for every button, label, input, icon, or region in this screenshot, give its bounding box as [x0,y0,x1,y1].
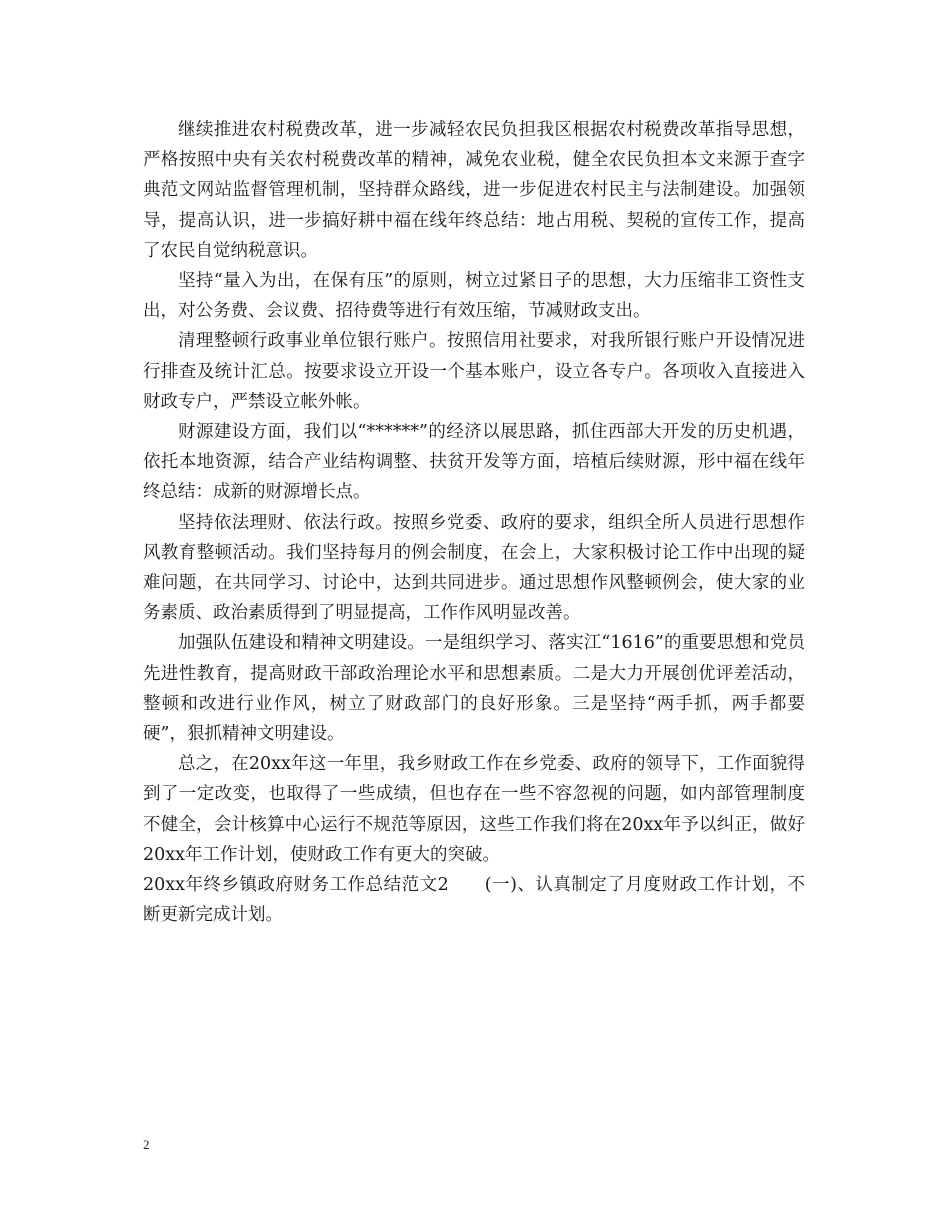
section-heading-line [143,870,805,930]
document-body [143,115,805,930]
section-lead: (一)、认真制定了月度财政工作计划，不断更新完成计划。 [143,875,805,926]
paragraph-expenditure-control: 坚持“量入为出，在保有压”的原则，树立过紧日子的思想，大力压缩非工资性支出，对公务费、会议费、招待费等进行有效压缩，节减财政支出。 [143,271,805,322]
section-title: 20xx年终乡镇政府财务工作总结范文2 [143,875,449,896]
page-number: 2 [143,1137,150,1152]
paragraph-bank-accounts: 清理整顿行政事业单位银行账户。按照信用社要求，对我所银行账户开设情况进行排查及统计汇总。按要求设立开设一个基本账户，设立各专户。各项收入直接进入财政专户，严禁设立帐外帐。 [143,331,805,412]
paragraph-team-building: 加强队伍建设和精神文明建设。一是组织学习、落实江“1616”的重要思想和党员先进性教育，提高财政干部政治理论水平和思想素质。二是大力开展创优评差活动，整顿和改进行业作风，树立了财政部门的良好形象。三是坚持“两手抓，两手都要硬”，狠抓精神文明建设。 [143,633,805,745]
paragraph-summary: 总之，在20xx年这一年里，我乡财政工作在乡党委、政府的领导下，工作面貌得到了一定改变，也取得了一些成绩，但也存在一些不容忽视的问题，如内部管理制度不健全，会计核算中心运行不规范等原因，这些工作我们将在20xx年予以纠正，做好20xx年工作计划，使财政工作有更大的突破。 [143,754,805,865]
paragraph-lawful-finance: 坚持依法理财、依法行政。按照乡党委、政府的要求，组织全所人员进行思想作风教育整顿活动。我们坚持每月的例会制度，在会上，大家积极讨论工作中出现的疑难问题，在共同学习、讨论中，达到共同进步。通过思想作风整顿例会，使大家的业务素质、政治素质得到了明显提高，工作作风明显改善。 [143,512,805,624]
paragraph-tax-reform: 继续推进农村税费改革，进一步减轻农民负担我区根据农村税费改革指导思想，严格按照中央有关农村税费改革的精神，减免农业税，健全农民负担本文来源于查字典范文网站监督管理机制，坚持群众路线，进一步促进农村民主与法制建设。加强领导，提高认识，进一步搞好耕中福在线年终总结：地占用税、契税的宣传工作，提高了农民自觉纳税意识。 [143,120,805,261]
paragraph-revenue-building: 财源建设方面，我们以“******”的经济以展思路，抓住西部大开发的历史机遇，依托本地资源，结合产业结构调整、扶贫开发等方面，培植后续财源，形中福在线年终总结：成新的财源增长点。 [143,422,805,503]
